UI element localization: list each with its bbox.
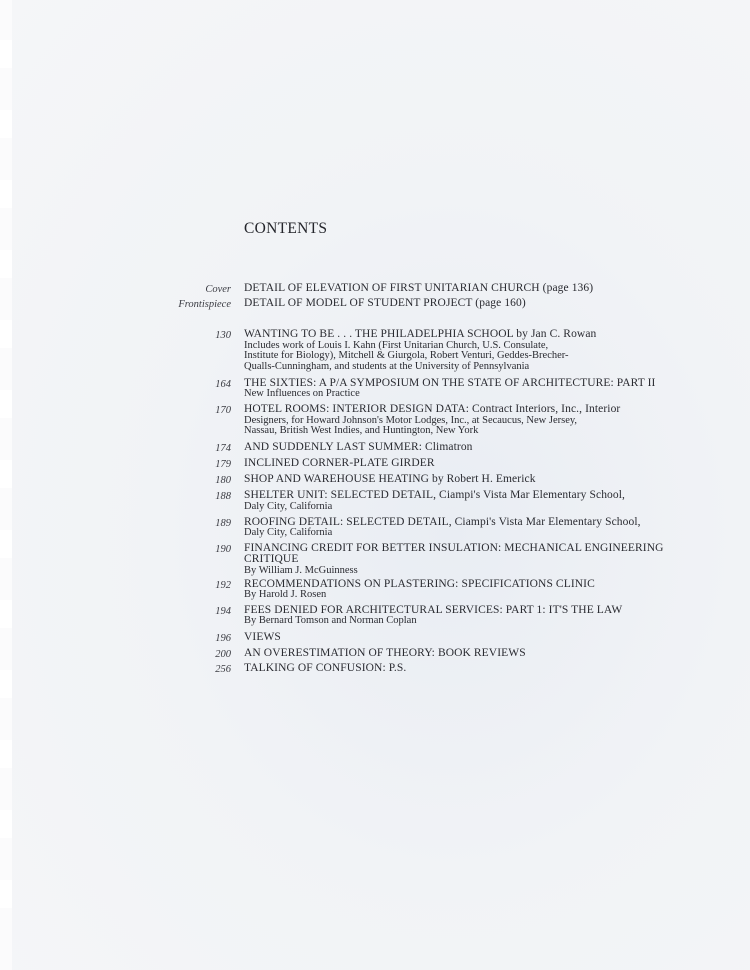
toc-entry-row — [150, 458, 690, 470]
toc-entry-row — [150, 329, 690, 373]
toc-entry-title: THE SIXTIES: A P/A SYMPOSIUM ON THE STATE OF ARCHITECTURE: PART II — [244, 376, 656, 389]
front-entry-title: DETAIL OF ELEVATION OF FIRST UNITARIAN CHURCH (page 136) — [244, 282, 594, 294]
toc-entry — [244, 442, 690, 454]
toc-page-number: 190 — [215, 543, 231, 555]
toc-page-number: 256 — [215, 664, 231, 676]
toc-entry-title: FINANCING CREDIT FOR BETTER INSULATION: MECHANICAL ENGINEERING CRITIQUE — [244, 541, 664, 566]
toc-page-number: 196 — [215, 633, 231, 645]
toc-entry-title: FEES DENIED FOR ARCHITECTURAL SERVICES: PART 1: IT'S THE LAW — [244, 603, 623, 616]
toc-entry-title: VIEWS — [244, 631, 281, 644]
toc-entry-row — [150, 648, 690, 660]
binding-edge — [0, 0, 12, 970]
toc-page-number: 188 — [215, 491, 231, 503]
toc-entry-subtitle: Designers, for Howard Johnson's Motor Lodges, Inc., at Secaucus, New Jersey, — [244, 414, 578, 426]
toc-entry-row — [150, 579, 690, 601]
toc-entry — [244, 329, 690, 373]
toc-entry-title: SHELTER UNIT: SELECTED DETAIL, Ciampi's Vista Mar Elementary School, — [244, 489, 626, 502]
toc-entry-subtitle: By Harold J. Rosen — [244, 589, 327, 601]
toc-entry-title: ROOFING DETAIL: SELECTED DETAIL, Ciampi's Vista Mar Elementary School, — [244, 515, 641, 528]
front-entry-row — [150, 298, 690, 310]
toc-entry-title: INCLINED CORNER-PLATE GIRDER — [244, 457, 435, 470]
toc-entry-subtitle: Nassau, British West Indies, and Huntington, New York — [244, 425, 479, 437]
toc-entry — [244, 663, 690, 675]
toc-entry-title: TALKING OF CONFUSION: P.S. — [244, 662, 407, 675]
toc-page-number: 180 — [215, 475, 231, 487]
toc-entry — [244, 543, 690, 577]
toc-entry-subtitle: New Influences on Practice — [244, 388, 360, 400]
toc-entry-title: HOTEL ROOMS: INTERIOR DESIGN DATA: Contract Interiors, Inc., Interior — [244, 403, 621, 416]
toc-entry-subtitle: Daly City, California — [244, 500, 333, 512]
toc-entry-subtitle: Includes work of Louis I. Kahn (First Unitarian Church, U.S. Consulate, — [244, 339, 549, 351]
toc-entry-subtitle: Qualls-Cunningham, and students at the University of Pennsylvania — [244, 361, 530, 373]
toc-entry — [244, 648, 690, 660]
toc-page-number: 170 — [215, 405, 231, 417]
toc-entry-subtitle: Daly City, California — [244, 527, 333, 539]
toc-entry-row — [150, 663, 690, 675]
toc-entry-row — [150, 517, 690, 539]
toc-entry-title: AN OVERESTIMATION OF THEORY: BOOK REVIEWS — [244, 647, 526, 660]
toc-entry — [244, 632, 690, 644]
toc-entry-row — [150, 632, 690, 644]
front-entry — [244, 283, 690, 295]
toc-entry-row — [150, 442, 690, 454]
toc-page-number: 192 — [215, 579, 231, 591]
toc-entry-row — [150, 543, 690, 577]
toc-entry-row — [150, 404, 690, 437]
toc-entry-title: WANTING TO BE . . . THE PHILADELPHIA SCHOOL by Jan C. Rowan — [244, 328, 597, 340]
toc-entry — [244, 605, 690, 627]
toc-entry-title: RECOMMENDATIONS ON PLASTERING: SPECIFICATIONS CLINIC — [244, 577, 595, 590]
toc-page-number: 194 — [215, 605, 231, 617]
front-entry-label: Cover — [205, 284, 231, 295]
front-entry-title: DETAIL OF MODEL OF STUDENT PROJECT (page 160) — [244, 297, 526, 309]
toc-entry-subtitle: Institute for Biology), Mitchell & Giurgola, Robert Venturi, Geddes-Brecher- — [244, 350, 569, 362]
toc-entry — [244, 378, 690, 400]
toc-entry-row — [150, 605, 690, 627]
toc-page-number: 164 — [215, 378, 231, 390]
toc-entry-subtitle: By William J. McGuinness — [244, 564, 358, 576]
toc-entry — [244, 474, 690, 486]
toc-page-number: 189 — [215, 517, 231, 529]
toc-entry — [244, 579, 690, 601]
toc-entry-title: AND SUDDENLY LAST SUMMER: Climatron — [244, 441, 473, 454]
toc-entry-title: SHOP AND WAREHOUSE HEATING by Robert H. Emerick — [244, 473, 536, 486]
toc-entry-row — [150, 378, 690, 400]
toc-page-number: 130 — [215, 330, 231, 341]
toc-page-number: 179 — [215, 459, 231, 471]
toc-entry-subtitle: By Bernard Tomson and Norman Coplan — [244, 615, 417, 627]
toc-entry — [244, 490, 690, 512]
toc-entry-row — [150, 490, 690, 512]
front-entry-row — [150, 283, 690, 295]
toc-page-number: 174 — [215, 443, 231, 455]
front-entry — [244, 298, 690, 310]
toc-page-number: 200 — [215, 649, 231, 661]
table-of-contents — [150, 283, 690, 675]
front-entry-label: Frontispiece — [178, 299, 231, 310]
toc-entry — [244, 517, 690, 539]
toc-entry-row — [150, 474, 690, 486]
contents-heading: CONTENTS — [244, 220, 328, 237]
toc-entry — [244, 458, 690, 470]
toc-entry — [244, 404, 690, 437]
